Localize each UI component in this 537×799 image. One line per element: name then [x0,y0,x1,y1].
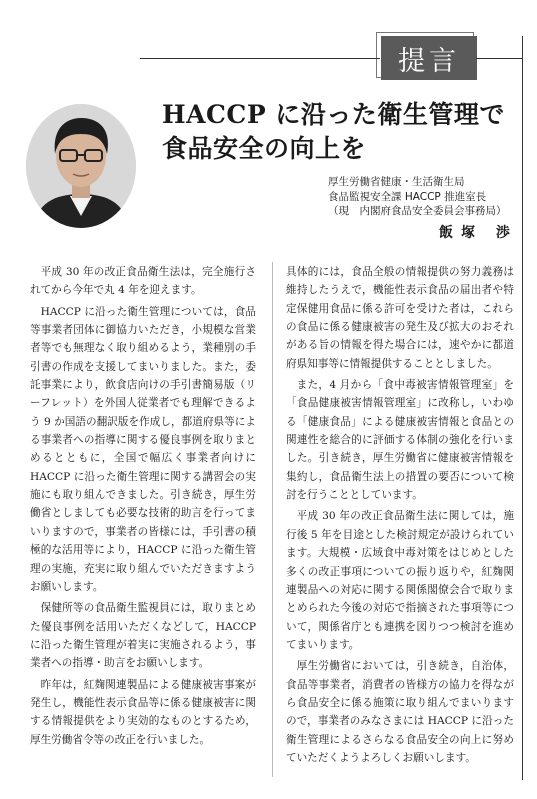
paragraph: 保健所等の食品衛生監視員には，取りまとめた優良事例を活用いただくなどして，HACCP に沿った衛生管理が着実に実施されるよう，事業者への指導・助言をお願いします。 [30,602,256,670]
body-column-left [30,263,256,752]
title-line-1: HACCP に沿った衛生管理で [162,100,505,129]
page-edge-rule [522,36,523,780]
section-badge [381,36,477,80]
paragraph: また，4 月から「食中毒被害情報管理室」を「食品健康被害情報管理室」に改称し，いわゆる「健康食品」による健康被害情報と食品との関連性を総合的に評価する体制の強化を行いました。引き続き，厚生労働省に健康被害情報を集約し，食品衛生法上の措置の要否について検討を行うこととしています。 [286,379,514,502]
paragraph: 厚生労働省においては，引き続き，自治体，食品等事業者，消費者の皆様方の協力を得ながら食品安全に係る施策に取り組んでまいりますので，事業者のみなさまには HACCP に沿った衛生管理によるさらなる食品安全の向上に努めていただくようよろしくお願いします。 [286,660,514,764]
header-rule-right [476,58,523,59]
author-name: 飯塚 渉 [439,225,518,241]
person-portrait-icon [26,104,136,228]
article-title [162,98,512,166]
column-divider [272,262,273,777]
author-photo [26,104,136,228]
body-column-right [286,263,514,770]
header-rule [140,58,380,59]
affiliation-line: （現 内閣府食品安全委員会事務局） [328,205,507,217]
section-label: 提言 [398,45,460,77]
paragraph: 平成 30 年の改正食品衛生法に関しては，施行後 5 年を目途とした検討規定が設けられています。大規模・広域食中毒対策をはじめとした多くの改正事項についての振り返りや，紅麹関連製品への対応に関する関係閣僚会合で取りまとめられた今後の対応で指摘された事項等について，関係省庁とも連携を図りつつ検討を進めてまいります。 [286,510,514,651]
affiliation-line: 厚生労働省健康・生活衛生局 [328,176,465,188]
title-line-2: 食品安全の向上を [162,134,367,163]
affiliation-line: 食品監視安全課 HACCP 推進室長 [328,190,487,203]
author-affiliation [328,175,518,219]
paragraph: 平成 30 年の改正食品衛生法は，完全施行されてから今年で丸 4 年を迎えます。 [30,266,256,297]
paragraph: 昨年は，紅麹関連製品による健康被害事案が発生し，機能性表示食品等に係る健康被害に関する情報提供をより実効的なものとするため，厚生労働省令等の改正を行いました。 [30,678,256,746]
paragraph: HACCP に沿った衛生管理については，食品等事業者団体に御協力いただき，小規模な営業者等でも無理なく取り組めるよう，業種別の手引書の作成を支援してまいりました。また，委託事業により，飲食店向けの手引書簡易版（リーフレット）を外国人従業者でも理解できるよう 9 か国語の翻訳版を作成し，都道府県等による事業者への指導に関する優良事例を取りまとめるとともに，全国で幅広く事業者向けに HACCP に沿った衛生管理に関する講習会の実施にも取り組んできました。引き続き，厚生労働省としましても必要な技術的助言を行ってまいりますので，事業者の皆様には，手引書の積極的な活用等により，HACCP に沿った衛生管理の実施，充実に取り組んでいただきますようお願いします。 [30,305,256,593]
paragraph: 具体的には，食品全般の情報提供の努力義務は維持したうえで，機能性表示食品の届出者や特定保健用食品に係る許可を受けた者は，これらの食品に係る健康被害の発生及び拡大のおそれがある旨の情報を得た場合には，速やかに都道府県知事等に情報提供することとしました。 [286,266,514,370]
